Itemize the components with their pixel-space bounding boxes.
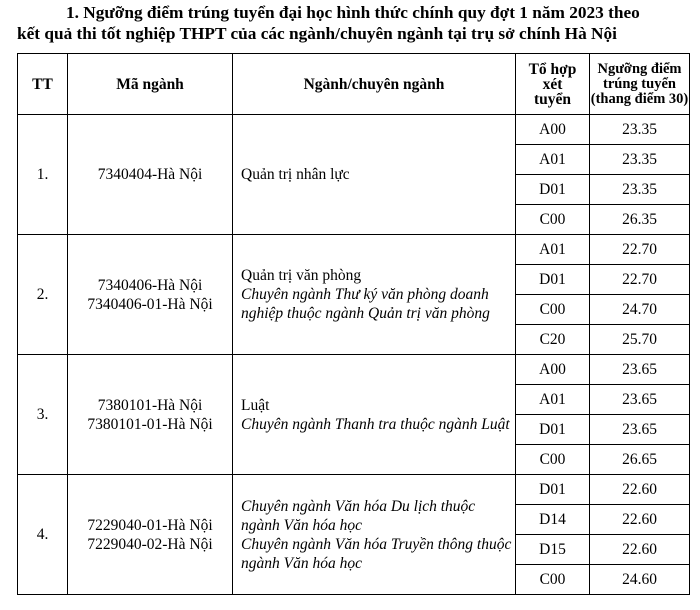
cutoff-score: 22.60	[590, 535, 690, 565]
major-code-line: 7229040-01-Hà Nội	[87, 516, 213, 534]
header-tt: TT	[18, 54, 68, 115]
major-code	[68, 355, 233, 475]
subject-combination: D14	[516, 505, 590, 535]
major-name	[233, 355, 516, 475]
header-score-line: (thang điểm 30)	[590, 90, 689, 107]
subject-combination: A01	[516, 145, 590, 175]
header-combo-line: Tổ hợp	[528, 60, 577, 78]
major-name-line: Chuyên ngành Thanh tra thuộc ngành Luật	[241, 415, 510, 433]
cutoff-score: 22.70	[590, 235, 690, 265]
cutoff-score: 23.65	[590, 385, 690, 415]
major-name-line: Chuyên ngành Văn hóa Truyền thông thuộc ngành Văn hóa học	[241, 535, 512, 572]
heading-line-1: 1. Ngưỡng điểm trúng tuyển đại học hình thức chính quy đợt 1 năm 2023 theo	[66, 3, 640, 22]
cutoff-score: 22.60	[590, 505, 690, 535]
table-row	[18, 235, 690, 265]
cutoff-score: 24.70	[590, 295, 690, 325]
major-code	[68, 475, 233, 595]
major-code-line: 7229040-02-Hà Nội	[87, 535, 213, 553]
subject-combination: D01	[516, 175, 590, 205]
table-row	[18, 355, 690, 385]
subject-combination: C00	[516, 295, 590, 325]
subject-combination: A00	[516, 115, 590, 145]
header-score-line: Ngưỡng điểm	[597, 60, 682, 77]
cutoff-score: 23.35	[590, 145, 690, 175]
document-heading	[0, 2, 700, 44]
cutoff-score: 23.35	[590, 115, 690, 145]
major-code-line: 7340406-Hà Nội	[97, 276, 203, 294]
cutoff-score: 22.70	[590, 265, 690, 295]
subject-combination: C00	[516, 445, 590, 475]
header-combo	[516, 54, 590, 115]
header-score	[590, 54, 690, 115]
subject-combination: C00	[516, 205, 590, 235]
admission-score-table	[17, 53, 690, 595]
major-name-line: Quản trị văn phòng	[241, 267, 362, 284]
row-number: 1.	[18, 115, 68, 235]
header-code: Mã ngành	[68, 54, 233, 115]
subject-combination: D15	[516, 535, 590, 565]
header-combo-line: tuyển	[533, 90, 572, 108]
major-name-line: Chuyên ngành Thư ký văn phòng doanh nghiệp thuộc ngành Quản trị văn phòng	[241, 286, 490, 322]
major-name	[233, 475, 516, 595]
major-name-line: Luật	[241, 396, 270, 414]
major-code	[68, 235, 233, 355]
major-name-line: Chuyên ngành Văn hóa Du lịch thuộc ngành Văn hóa học	[241, 497, 476, 534]
cutoff-score: 23.65	[590, 415, 690, 445]
subject-combination: C20	[516, 325, 590, 355]
cutoff-score: 23.65	[590, 355, 690, 385]
header-score-line: trúng tuyển	[603, 75, 676, 92]
table-header-row	[18, 54, 690, 115]
cutoff-score: 26.65	[590, 445, 690, 475]
row-number: 2.	[18, 235, 68, 355]
subject-combination: C00	[516, 565, 590, 595]
subject-combination: D01	[516, 415, 590, 445]
major-name	[233, 235, 516, 355]
major-code	[68, 115, 233, 235]
subject-combination: D01	[516, 475, 590, 505]
major-code-line: 7380101-01-Hà Nội	[87, 415, 213, 433]
table-row	[18, 475, 690, 505]
header-combo-line: xét	[542, 75, 563, 93]
major-name-line: Quản trị nhân lực	[241, 166, 350, 183]
cutoff-score: 26.35	[590, 205, 690, 235]
subject-combination: A00	[516, 355, 590, 385]
cutoff-score: 23.35	[590, 175, 690, 205]
major-name	[233, 115, 516, 235]
table-row	[18, 115, 690, 145]
header-major: Ngành/chuyên ngành	[233, 54, 516, 115]
row-number: 4.	[18, 475, 68, 595]
cutoff-score: 24.60	[590, 565, 690, 595]
major-code-line: 7340404-Hà Nội	[97, 166, 203, 183]
row-number: 3.	[18, 355, 68, 475]
major-code-line: 7380101-Hà Nội	[97, 396, 203, 414]
cutoff-score: 22.60	[590, 475, 690, 505]
heading-line-2: kết quả thi tốt nghiệp THPT của các ngành/chuyên ngành tại trụ sở chính Hà Nội	[17, 24, 617, 43]
subject-combination: A01	[516, 385, 590, 415]
major-code-line: 7340406-01-Hà Nội	[87, 295, 213, 313]
subject-combination: D01	[516, 265, 590, 295]
cutoff-score: 25.70	[590, 325, 690, 355]
subject-combination: A01	[516, 235, 590, 265]
